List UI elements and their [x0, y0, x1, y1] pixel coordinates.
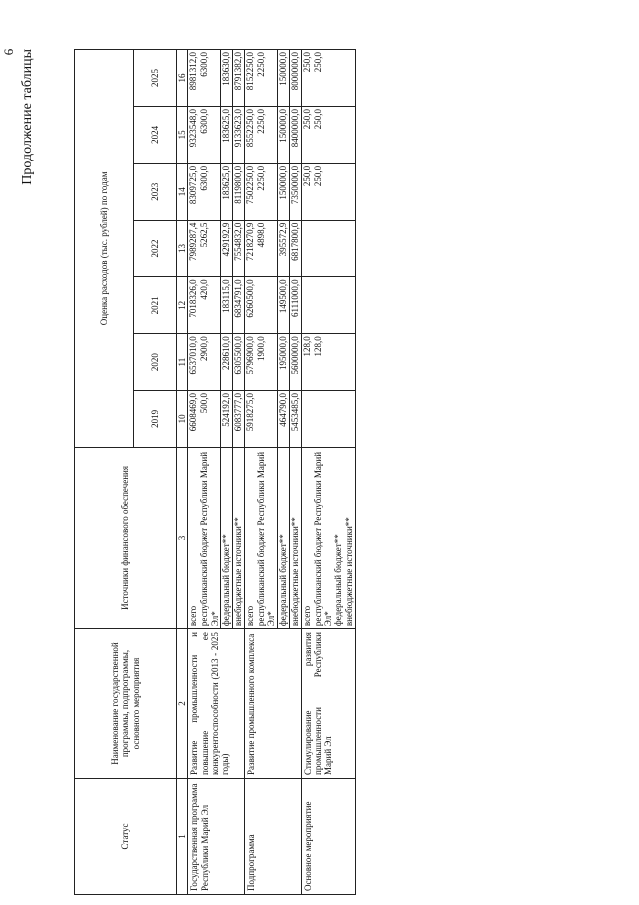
- year-value-cell: [188, 163, 221, 220]
- amount-value: 1900,0: [256, 336, 267, 361]
- year-value-cell: [277, 277, 289, 334]
- amount-value: 9323548,0: [188, 109, 199, 148]
- amount-value: 6537010,0: [188, 336, 199, 375]
- amount-value: 128,0: [301, 336, 312, 357]
- amount-value: 183115,0: [221, 279, 232, 313]
- source-cell: [221, 447, 233, 628]
- year-header: 2022: [134, 220, 177, 277]
- amount-value: 250,0: [301, 52, 312, 73]
- year-value-cell: [289, 391, 301, 448]
- amount-value: 150000,0: [277, 165, 288, 200]
- amount-value: 8791382,0: [233, 52, 244, 91]
- year-value-cell: [233, 163, 245, 220]
- amount-value: 183630,0: [221, 52, 232, 86]
- amount-value: 6608469,0: [188, 393, 199, 432]
- source-label: республиканский бюджет Республики Марий Эл*: [256, 451, 277, 627]
- amount-value: [313, 391, 324, 447]
- page-number: 6: [1, 48, 16, 56]
- year-value-cell: [301, 277, 356, 334]
- year-header: 2020: [134, 334, 177, 391]
- amount-value: 8400000,0: [289, 109, 300, 148]
- table-body: [188, 50, 356, 895]
- amount-value: 8981312,0: [188, 52, 199, 91]
- row-status: Государственная программа Республики Марий Эл: [188, 778, 245, 894]
- amount-value: 7554832,0: [233, 222, 244, 261]
- year-value-cell: [221, 277, 233, 334]
- amount-value: 7502250,0: [245, 165, 256, 205]
- amount-value: 524192,0: [221, 393, 232, 427]
- source-label: федеральный бюджет**: [277, 534, 288, 627]
- amount-value: 5262,5: [199, 222, 210, 248]
- amount-value: 7218270,9: [245, 222, 256, 261]
- amount-value: [313, 221, 324, 277]
- amount-value: [302, 221, 313, 277]
- year-value-cell: [221, 50, 233, 107]
- amount-value: 128,0: [312, 336, 323, 357]
- row-name: Развитие промышленного комплекса: [245, 629, 302, 779]
- year-value-cell: [245, 277, 278, 334]
- year-value-cell: [301, 163, 356, 220]
- source-cell: [188, 447, 221, 628]
- source-label: всего: [245, 605, 256, 627]
- amount-value: 250,0: [301, 165, 312, 187]
- source-cell: [301, 447, 356, 628]
- column-number-row: [177, 50, 188, 895]
- amount-value: 150000,0: [277, 52, 288, 86]
- amount-value: 250,0: [312, 52, 323, 73]
- amount-value: 2900,0: [199, 336, 210, 361]
- amount-value: 6111000,0: [289, 279, 300, 317]
- header-name: Наименование государственной программы, подпрограммы, основного мероприятия: [75, 629, 177, 779]
- year-value-cell: [277, 107, 289, 164]
- amount-value: 420,0: [199, 279, 210, 300]
- amount-value: 5918275,0: [245, 393, 256, 432]
- year-header: 2024: [134, 107, 177, 164]
- amount-value: 9133623,0: [233, 109, 244, 148]
- column-number: 14: [177, 163, 188, 220]
- expenses-table: [74, 49, 356, 895]
- source-cell: [289, 447, 301, 628]
- amount-value: 7018326,0: [188, 279, 199, 318]
- header-row: [75, 50, 134, 895]
- amount-value: 149500,0: [277, 279, 288, 314]
- amount-value: 8000000,0: [289, 52, 300, 91]
- amount-value: 183625,0: [221, 165, 232, 200]
- year-value-cell: [233, 334, 245, 391]
- year-value-cell: [245, 163, 278, 220]
- year-value-cell: [188, 334, 221, 391]
- amount-value: [256, 277, 267, 333]
- year-value-cell: [277, 334, 289, 391]
- year-value-cell: [277, 220, 289, 277]
- amount-value: [313, 277, 324, 333]
- year-value-cell: [289, 277, 301, 334]
- amount-value: 464790,0: [277, 393, 288, 427]
- year-value-cell: [245, 334, 278, 391]
- source-label: республиканский бюджет Республики Марий Эл*: [199, 451, 220, 627]
- year-value-cell: [245, 391, 278, 448]
- table-row: [188, 50, 221, 895]
- year-value-cell: [289, 220, 301, 277]
- year-value-cell: [188, 220, 221, 277]
- year-value-cell: [188, 50, 221, 107]
- amount-value: 4898,0: [256, 222, 267, 248]
- table-row: [245, 50, 278, 895]
- amount-value: 7350000,0: [289, 165, 300, 205]
- source-label: федеральный бюджет**: [221, 534, 232, 627]
- amount-value: 5796900,0: [245, 336, 256, 375]
- source-label: внебюджетные источники**: [233, 517, 244, 627]
- amount-value: 6300,0: [199, 165, 210, 191]
- amount-value: 183625,0: [221, 109, 232, 143]
- source-label: республиканский бюджет Республики Марий Эл*: [312, 451, 334, 627]
- source-label: внебюджетные источники**: [289, 517, 300, 627]
- column-number: 15: [177, 107, 188, 164]
- year-value-cell: [245, 107, 278, 164]
- year-value-cell: [221, 391, 233, 448]
- amount-value: 5453485,0: [289, 393, 300, 432]
- year-value-cell: [289, 334, 301, 391]
- column-number: 1: [177, 778, 188, 894]
- amount-value: 8309725,0: [188, 165, 199, 205]
- amount-value: 500,0: [199, 393, 210, 414]
- amount-value: 250,0: [301, 109, 312, 130]
- amount-value: 150000,0: [277, 109, 288, 143]
- source-label: внебюджетные источники**: [344, 517, 355, 627]
- amount-value: 6300,0: [199, 52, 210, 77]
- amount-value: 6083777,0: [233, 393, 244, 432]
- amount-value: 6260500,0: [245, 279, 256, 318]
- amount-value: 8119800,0: [233, 165, 244, 204]
- column-number: 16: [177, 50, 188, 107]
- amount-value: 2250,0: [256, 52, 267, 77]
- source-label: федеральный бюджет**: [333, 534, 344, 627]
- column-number: 11: [177, 334, 188, 391]
- column-number: 13: [177, 220, 188, 277]
- year-value-cell: [277, 50, 289, 107]
- row-status: Подпрограмма: [245, 778, 302, 894]
- source-label: всего: [188, 605, 199, 627]
- column-number: 3: [177, 447, 188, 628]
- amount-value: 6300,0: [199, 109, 210, 134]
- year-header: 2023: [134, 163, 177, 220]
- source-cell: [245, 447, 278, 628]
- year-value-cell: [289, 107, 301, 164]
- amount-value: 7989287,4: [188, 222, 199, 261]
- amount-value: 2250,0: [256, 109, 267, 134]
- amount-value: 395572,9: [277, 222, 288, 257]
- amount-value: 228610,0: [221, 336, 232, 370]
- year-header: 2025: [134, 50, 177, 107]
- column-number: 10: [177, 391, 188, 448]
- amount-value: 8552250,0: [245, 109, 256, 148]
- amount-value: 250,0: [312, 109, 323, 130]
- amount-value: [256, 391, 267, 447]
- amount-value: 6817800,0: [289, 222, 300, 261]
- amount-value: 250,0: [312, 165, 323, 187]
- year-value-cell: [188, 277, 221, 334]
- header-sources: Источники финансового обеспечения: [75, 447, 177, 628]
- year-value-cell: [301, 220, 356, 277]
- source-cell: [233, 447, 245, 628]
- year-value-cell: [221, 163, 233, 220]
- amount-value: 195000,0: [277, 336, 288, 370]
- year-header: 2019: [134, 391, 177, 448]
- year-value-cell: [233, 277, 245, 334]
- header-status: Статус: [75, 778, 177, 894]
- year-value-cell: [188, 107, 221, 164]
- year-value-cell: [301, 334, 356, 391]
- year-value-cell: [277, 163, 289, 220]
- amount-value: 5600000,0: [289, 336, 300, 375]
- row-status: Основное мероприятие: [301, 778, 356, 894]
- column-number: 12: [177, 277, 188, 334]
- row-name: Стимулирование развития промышленности Республики Марий Эл: [301, 629, 356, 779]
- amount-value: 8152250,0: [245, 52, 256, 91]
- year-value-cell: [188, 391, 221, 448]
- year-value-cell: [221, 334, 233, 391]
- year-value-cell: [221, 220, 233, 277]
- year-value-cell: [233, 220, 245, 277]
- amount-value: [302, 391, 313, 447]
- year-value-cell: [301, 107, 356, 164]
- year-value-cell: [289, 163, 301, 220]
- year-value-cell: [233, 391, 245, 448]
- source-label: всего: [301, 605, 312, 627]
- year-header: 2021: [134, 277, 177, 334]
- row-name: Развитие промышленности и повышение ее конкурентоспособности (2013 - 2025 годы): [188, 629, 245, 779]
- year-value-cell: [233, 107, 245, 164]
- table-caption: Продолжение таблицы: [20, 49, 35, 185]
- column-number: 2: [177, 629, 188, 779]
- header-estimate: Оценка расходов (тыс. рублей) по годам: [75, 50, 134, 448]
- year-value-cell: [245, 220, 278, 277]
- amount-value: 6305500,0: [233, 336, 244, 375]
- year-value-cell: [245, 50, 278, 107]
- year-value-cell: [233, 50, 245, 107]
- year-value-cell: [277, 391, 289, 448]
- table-row: [301, 50, 356, 895]
- amount-value: 6834791,0: [233, 279, 244, 318]
- year-value-cell: [289, 50, 301, 107]
- source-cell: [277, 447, 289, 628]
- amount-value: 429192,9: [221, 222, 232, 257]
- amount-value: 2250,0: [256, 165, 267, 191]
- year-value-cell: [301, 391, 356, 448]
- year-value-cell: [221, 107, 233, 164]
- amount-value: [302, 277, 313, 333]
- year-value-cell: [301, 50, 356, 107]
